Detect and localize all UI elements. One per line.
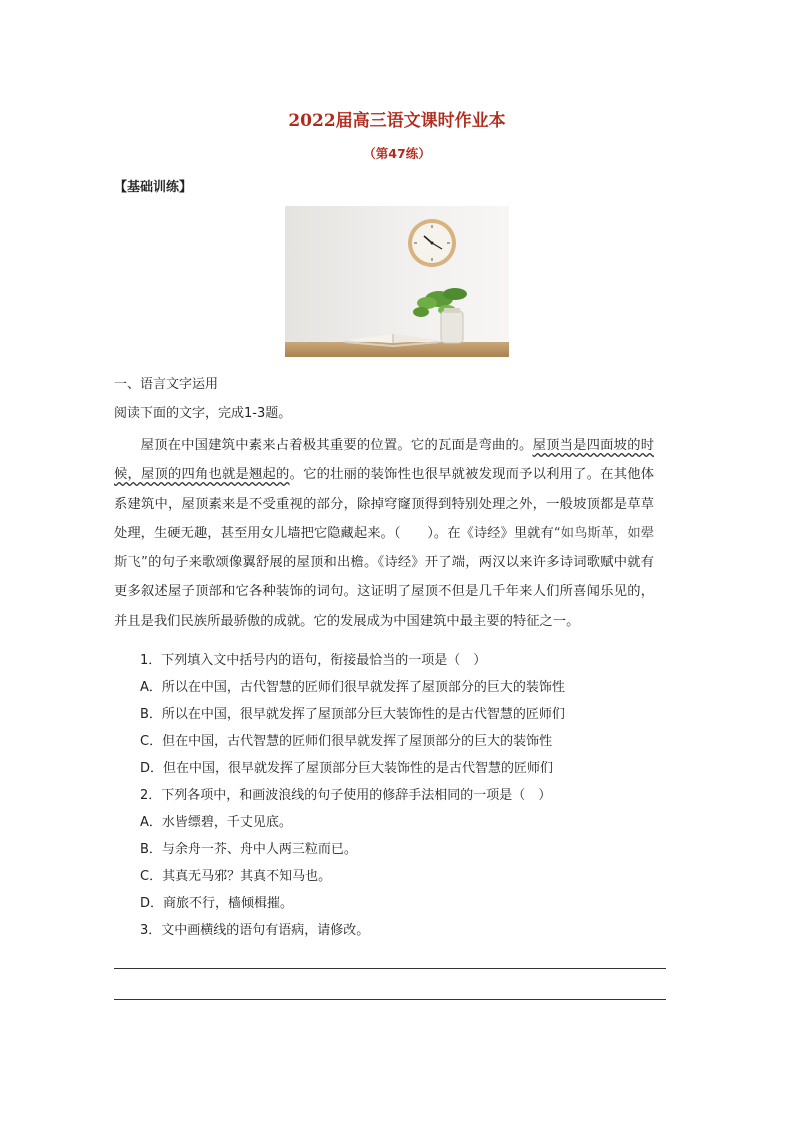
option-b: B．所以在中国，很早就发挥了屋顶部分巨大装饰性的是古代智慧的匠师们 xyxy=(140,707,565,722)
question-stem: 3．文中画横线的语句有语病，请修改。 xyxy=(140,923,370,938)
reading-passage xyxy=(114,431,654,636)
section-heading: 一、语言文字运用 xyxy=(114,377,219,392)
passage-text: 屋顶在中国建筑中素来占着极其重要的位置。它的瓦面是弯曲的。 xyxy=(140,438,533,453)
wavy-underlined-sentence: 屋顶当是四面坡的时候，屋顶的四角也就是翘起的 xyxy=(114,438,655,483)
poem-quote: “如鸟斯革，如翚斯飞” xyxy=(114,525,655,571)
answer-line[interactable] xyxy=(114,968,666,969)
option-b: B．与余舟一芥、舟中人两三粒而已。 xyxy=(140,842,357,857)
option-a: A．所以在中国，古代智慧的匠师们很早就发挥了屋顶部分的巨大的装饰性 xyxy=(140,680,565,695)
option-c: C．其真无马邪？其真不知马也。 xyxy=(140,869,332,884)
clock-icon xyxy=(408,219,456,267)
question-stem: 2．下列各项中，和画波浪线的句子使用的修辞手法相同的一项是（ ） xyxy=(140,788,552,803)
decorative-photo xyxy=(285,206,509,357)
exercise-number: （第47练） xyxy=(363,146,431,161)
reading-instruction: 阅读下面的文字，完成1-3题。 xyxy=(114,406,292,421)
passage-text: 。它的壮丽的装饰性也很早就被发现而予以利用了。在其他体系建筑中，屋顶素来是不受重视的部分，除掉穹窿顶得到特别处理之外，一般坡顶都是草草处理，生硬无趣，甚至用女儿墙把它隐藏起来。（ ）。在《诗经》里就有 xyxy=(114,467,655,541)
option-c: C．但在中国，古代智慧的匠师们很早就发挥了屋顶部分的巨大的装饰性 xyxy=(140,734,553,749)
question-stem: 1．下列填入文中括号内的语句，衔接最恰当的一项是（ ） xyxy=(140,653,487,668)
page-title: 2022届高三语文课时作业本 xyxy=(288,111,506,131)
option-d: D．商旅不行，樯倾楫摧。 xyxy=(140,896,294,911)
passage-text: 的句子来歌颂像翼舒展的屋顶和出檐。《诗经》开了端，两汉以来许多诗词歌赋中就有更多叙述屋子顶部和它各种装饰的词句。这证明了屋顶不但是几千年来人们所喜闻乐见的，并且是我们民族所最骄傲的成就。它的发展成为中国建筑中最主要的特征之一。 xyxy=(114,555,655,629)
section-tag: 【基础训练】 xyxy=(114,180,193,195)
option-d: D．但在中国，很早就发挥了屋顶部分巨大装饰性的是古代智慧的匠师们 xyxy=(140,761,554,776)
answer-line[interactable] xyxy=(114,999,666,1000)
option-a: A．水皆缥碧，千丈见底。 xyxy=(140,815,292,830)
